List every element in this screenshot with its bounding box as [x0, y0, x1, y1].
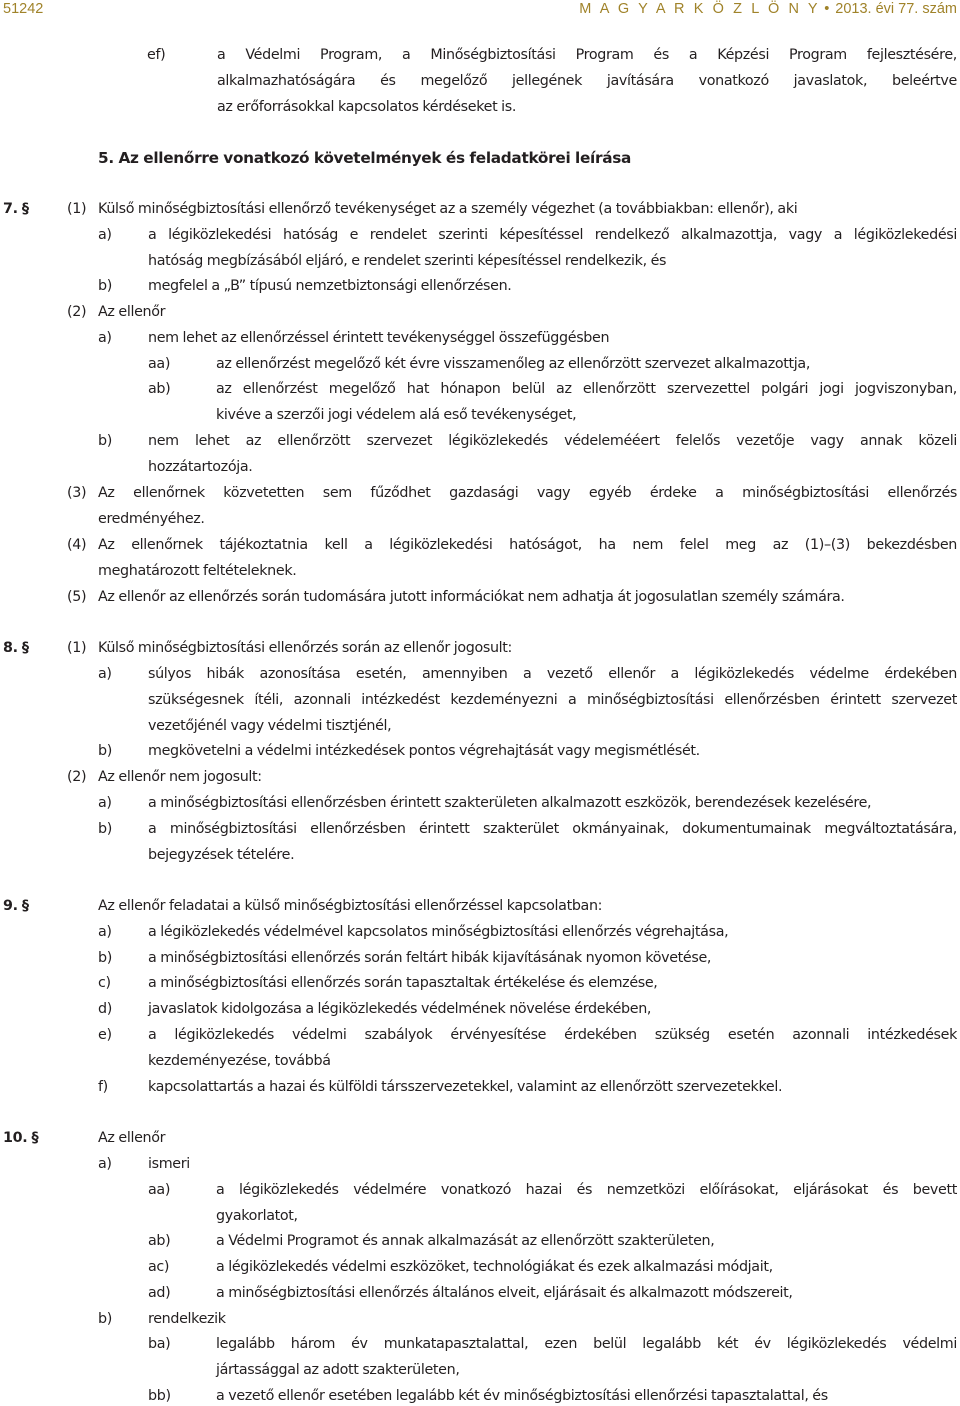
- item-label: b): [98, 821, 112, 837]
- subitem-label: ab): [148, 381, 171, 397]
- item-label: b): [98, 278, 112, 294]
- text-line: nem lehet az ellenőrzött szervezet légiközlekedés védelemééert felelős vezetője vagy annak közeli: [148, 433, 957, 449]
- separator-dot: •: [824, 1, 830, 17]
- paragraph-number: (2): [67, 769, 87, 785]
- publication-title: [579, 1, 957, 17]
- text-line: vezetőjénél vagy védelmi tisztjénél,: [148, 718, 392, 734]
- subitem-label: aa): [148, 356, 171, 372]
- text-line: hatóság megbízásából eljáró, e rendelet szerinti képesítéssel rendelkezik, és: [148, 253, 667, 269]
- text-line: a minőségbiztosítási ellenőrzés során feltárt hibák kijavításának nyomon követése,: [148, 950, 712, 966]
- item-label: a): [98, 330, 112, 346]
- subitem-label: ac): [148, 1259, 170, 1275]
- item-label: d): [98, 1001, 112, 1017]
- text-line: megfelel a „B” típusú nemzetbiztonsági ellenőrzésen.: [148, 278, 512, 294]
- text-line: ismeri: [148, 1156, 190, 1172]
- item-label: b): [98, 433, 112, 449]
- item-label: c): [98, 975, 111, 991]
- publication-name: M A G Y A R K Ö Z L Ö N Y: [579, 1, 821, 17]
- text-line: a minőségbiztosítási ellenőrzésben érintett szakterületen alkalmazott eszközök, berendezések kezelésére,: [148, 795, 872, 811]
- text-line: Külső minőségbiztosítási ellenőrző tevékenységet az a személy végezhet (a továbbiakban: ellenőr), aki: [98, 201, 798, 217]
- text-line: a vezető ellenőr esetében legalább két év minőségbiztosítási ellenőrzési tapasztalattal, és: [216, 1388, 828, 1404]
- text-line: Külső minőségbiztosítási ellenőrzés során az ellenőr jogosult:: [98, 640, 513, 656]
- text-line: meghatározott feltételeknek.: [98, 563, 297, 579]
- section-number: 8. §: [3, 640, 29, 656]
- text-line: szükségesnek ítéli, azonnali intézkedést kezdeményezni a minőségbiztosítási ellenőrzésben érintett szervezet: [148, 692, 957, 708]
- text-line: nem lehet az ellenőrzéssel érintett tevékenységgel összefüggésben: [148, 330, 610, 346]
- item-label: ef): [147, 47, 166, 63]
- text-line: Az ellenőr nem jogosult:: [98, 769, 262, 785]
- paragraph-number: (4): [67, 537, 87, 553]
- text-line: Az ellenőr: [98, 1130, 166, 1146]
- text-line: eredményéhez.: [98, 511, 205, 527]
- text-line: a minőségbiztosítási ellenőrzés általános elveit, eljárásait és alkalmazott módszereit,: [216, 1285, 793, 1301]
- subitem-label: ba): [148, 1336, 171, 1352]
- text-line: alkalmazhatóságára és megelőző jellegének javítására vonatkozó javaslatok, beleértve: [217, 73, 957, 89]
- item-label: a): [98, 795, 112, 811]
- item-label: b): [98, 950, 112, 966]
- text-line: gyakorlatot,: [216, 1208, 298, 1224]
- item-label: a): [98, 924, 112, 940]
- item-label: b): [98, 1311, 112, 1327]
- section-number: 10. §: [3, 1130, 39, 1146]
- item-label: b): [98, 743, 112, 759]
- section-number: 7. §: [3, 201, 29, 217]
- paragraph-number: (2): [67, 304, 87, 320]
- text-line: a légiközlekedés védelmi eszközöket, technológiákat és ezek alkalmazási módjait,: [216, 1259, 773, 1275]
- section-number: 9. §: [3, 898, 29, 914]
- text-line: a minőségbiztosítási ellenőrzés során tapasztaltak értékelése és elemzése,: [148, 975, 658, 991]
- text-line: javaslatok kidolgozása a légiközlekedés védelmének növelése érdekében,: [148, 1001, 652, 1017]
- paragraph-number: (1): [67, 640, 87, 656]
- text-line: Az ellenőrnek közvetetten sem fűződhet gazdasági vagy egyéb érdeke a minőségbiztosítási ellenőrzés: [98, 485, 957, 501]
- text-line: az erőforrásokkal kapcsolatos kérdéseket is.: [217, 99, 517, 115]
- issue-number: 2013. évi 77. szám: [835, 1, 957, 17]
- subitem-label: bb): [148, 1388, 171, 1404]
- text-line: az ellenőrzést megelőző két évre visszamenőleg az ellenőrzött szervezet alkalmazottja,: [216, 356, 811, 372]
- item-label: a): [98, 227, 112, 243]
- text-line: a légiközlekedés védelmére vonatkozó hazai és nemzetközi előírásokat, eljárásokat és bevett: [216, 1182, 957, 1198]
- item-label: a): [98, 666, 112, 682]
- text-line: Az ellenőr: [98, 304, 166, 320]
- text-line: a minőségbiztosítási ellenőrzésben érintett szakterület okmányainak, dokumentumainak megváltoztatására,: [148, 821, 957, 837]
- text-line: a légiközlekedés védelmi szabályok érvényesítése érdekében szükség esetén azonnali intézkedések: [148, 1027, 957, 1043]
- page-header: [0, 0, 960, 24]
- text-line: a légiközlekedés védelmével kapcsolatos minőségbiztosítási ellenőrzés végrehajtása,: [148, 924, 729, 940]
- item-label: a): [98, 1156, 112, 1172]
- item-label: e): [98, 1027, 112, 1043]
- text-line: súlyos hibák azonosítása esetén, amennyiben a vezető ellenőr a légiközlekedés védelme érdekében: [148, 666, 957, 682]
- text-line: az ellenőrzést megelőző hat hónapon belül az ellenőrzött szervezettel polgári jogi jogviszonyban,: [216, 381, 957, 397]
- text-line: kivéve a szerzői jogi védelem alá eső tevékenységet,: [216, 407, 577, 423]
- text-line: rendelkezik: [148, 1311, 226, 1327]
- text-line: Az ellenőrnek tájékoztatnia kell a légiközlekedési hatóságot, ha nem felel meg az (1)–(3) bekezdésben: [98, 537, 957, 553]
- subitem-label: aa): [148, 1182, 171, 1198]
- text-line: a Védelmi Programot és annak alkalmazását az ellenőrzött szakterületen,: [216, 1233, 715, 1249]
- subitem-label: ab): [148, 1233, 171, 1249]
- page-number: 51242: [3, 1, 44, 17]
- paragraph-number: (5): [67, 589, 87, 605]
- paragraph-number: (3): [67, 485, 87, 501]
- text-line: Az ellenőr az ellenőrzés során tudomására jutott információkat nem adhatja át jogosulatlan személy számára.: [98, 589, 845, 605]
- text-line: hozzátartozója.: [148, 459, 253, 475]
- text-line: legalább három év munkatapasztalattal, ezen belül legalább két év légiközlekedés védelmi: [216, 1336, 957, 1352]
- text-line: a Védelmi Program, a Minőségbiztosítási Program és a Képzési Program fejlesztésére,: [217, 47, 957, 63]
- subitem-label: ad): [148, 1285, 171, 1301]
- item-label: f): [98, 1079, 108, 1095]
- text-line: bejegyzések tételére.: [148, 847, 295, 863]
- text-line: megkövetelni a védelmi intézkedések pontos végrehajtását vagy megismétlését.: [148, 743, 700, 759]
- text-line: Az ellenőr feladatai a külső minőségbiztosítási ellenőrzéssel kapcsolatban:: [98, 898, 603, 914]
- section-heading: 5. Az ellenőrre vonatkozó követelmények és feladatkörei leírása: [98, 149, 632, 167]
- paragraph-number: (1): [67, 201, 87, 217]
- text-line: kapcsolattartás a hazai és külföldi társszervezetekkel, valamint az ellenőrzött szervezetekkel.: [148, 1079, 783, 1095]
- text-line: jártassággal az adott szakterületen,: [216, 1362, 460, 1378]
- text-line: a légiközlekedési hatóság e rendelet szerinti képesítéssel rendelkező alkalmazottja, vagy a légiközlekedési: [148, 227, 957, 243]
- text-line: kezdeményezése, továbbá: [148, 1053, 331, 1069]
